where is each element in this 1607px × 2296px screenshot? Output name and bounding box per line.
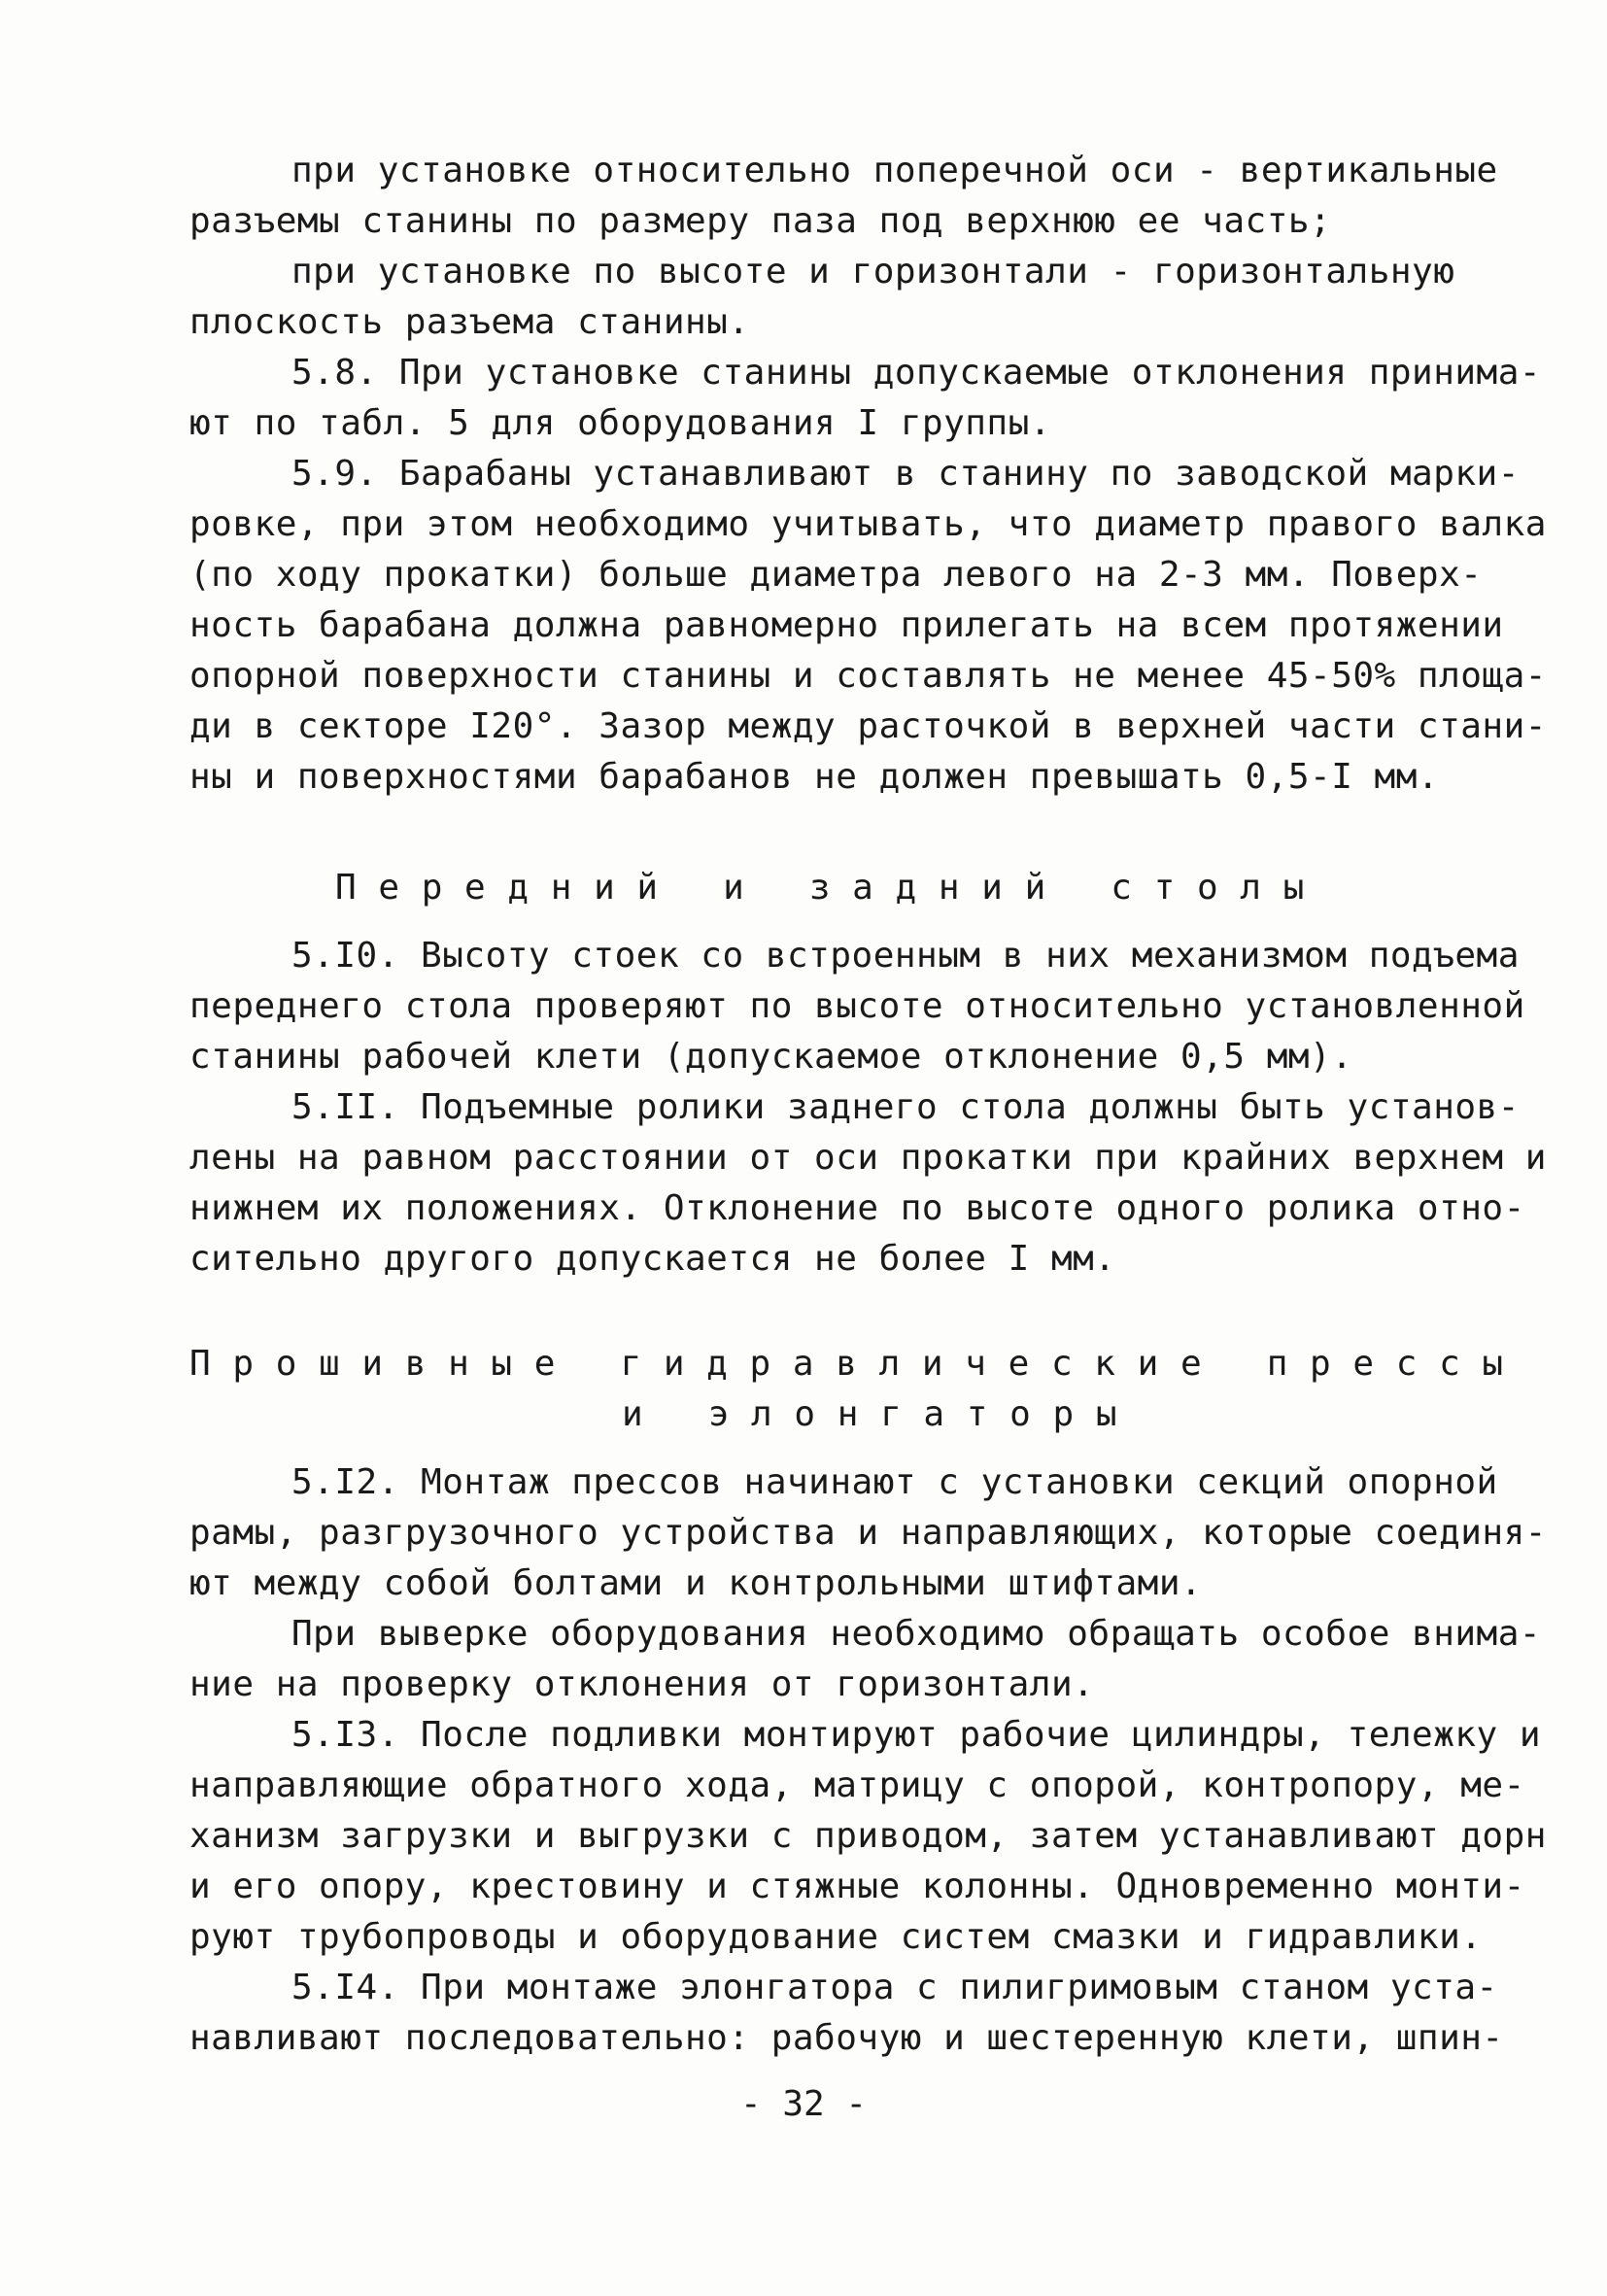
text-line: ны и поверхностями барабанов не должен превышать 0,5-I мм. [189,757,1440,797]
text-line: ханизм загрузки и выгрузки с приводом, затем устанавливают дорн [189,1816,1547,1856]
text-line: разъемы станины по размеру паза под верхнюю ее часть; [189,201,1332,241]
text-line: при установке по высоте и горизонтали - горизонтальную [291,252,1455,291]
text-line: нижнем их положениях. Отклонение по высоте одного ролика отно- [189,1188,1525,1228]
text-line: станины рабочей клети (допускаемое отклонение 0,5 мм). [189,1037,1353,1077]
text-line: 5.I0. Высоту стоек со встроенным в них механизмом подъема [291,936,1520,976]
text-line: руют трубопроводы и оборудование систем смазки и гидравлики. [189,1917,1483,1957]
paragraph-block-1 [189,146,1547,803]
text-line: при установке относительно поперечной оси - вертикальные [291,151,1498,190]
text-line: ди в секторе I20°. Зазор между расточкой в верхней части стани- [189,706,1547,746]
paragraph-block-2 [189,931,1547,1285]
text-line: 5.I4. При монтаже элонгатора с пилигримовым станом уста- [291,1968,1498,2007]
text-line: (по ходу прокатки) больше диаметра левого на 2-3 мм. Поверх- [189,555,1483,595]
text-line: переднего стола проверяют по высоте относительно установленной [189,986,1525,1026]
text-line: ние на проверку отклонения от горизонтали. [189,1664,1095,1704]
text-line: сительно другого допускается не более I мм. [189,1239,1116,1279]
section-heading-tables: П е р е д н и й и з а д н и й с т о л ы [335,868,1305,908]
text-line: ровке, при этом необходимо учитывать, что диаметр правого валка [189,504,1547,544]
text-line: направляющие обратного хода, матрицу с опорой, контропору, ме- [189,1765,1525,1805]
text-line: опорной поверхности станины и составлять не менее 45-50% площа- [189,656,1547,696]
text-line: рамы, разгрузочного устройства и направляющих, которые соединя- [189,1513,1547,1553]
text-line: 5.I3. После подливки монтируют рабочие цилиндры, тележку и [291,1715,1542,1755]
text-line: 5.I2. Монтаж прессов начинают с установки секций опорной [291,1462,1498,1502]
text-line: лены на равном расстоянии от оси прокатки при крайних верхнем и [189,1138,1547,1178]
text-line: плоскость разъема станины. [189,302,750,342]
text-line: 5.9. Барабаны устанавливают в станину по заводской марки- [291,454,1520,494]
text-line: ность барабана должна равномерно прилегать на всем протяжении [189,605,1504,645]
text-line: ют по табл. 5 для оборудования I группы. [189,403,1051,443]
text-line: навливают последовательно: рабочую и шестеренную клети, шпин- [189,2018,1504,2058]
text-line: При выверке оборудования необходимо обращать особое внима- [291,1614,1542,1654]
text-line: 5.8. При установке станины допускаемые отклонения принима- [291,353,1542,393]
section-heading-presses: П р о ш и в н ы е г и д р а в л и ч е с к и е п р е с с ы [189,1344,1504,1384]
page-number: - 32 - [739,2084,868,2124]
text-line: и его опору, крестовину и стяжные колонны. Одновременно монти- [189,1867,1525,1906]
paragraph-block-3 [189,1457,1547,2064]
text-line: ют между собой болтами и контрольными штифтами. [189,1563,1203,1603]
section-heading-presses-line2: и э л о н г а т о р ы [622,1394,1117,1434]
text-line: 5.II. Подъемные ролики заднего стола должны быть установ- [291,1087,1520,1127]
